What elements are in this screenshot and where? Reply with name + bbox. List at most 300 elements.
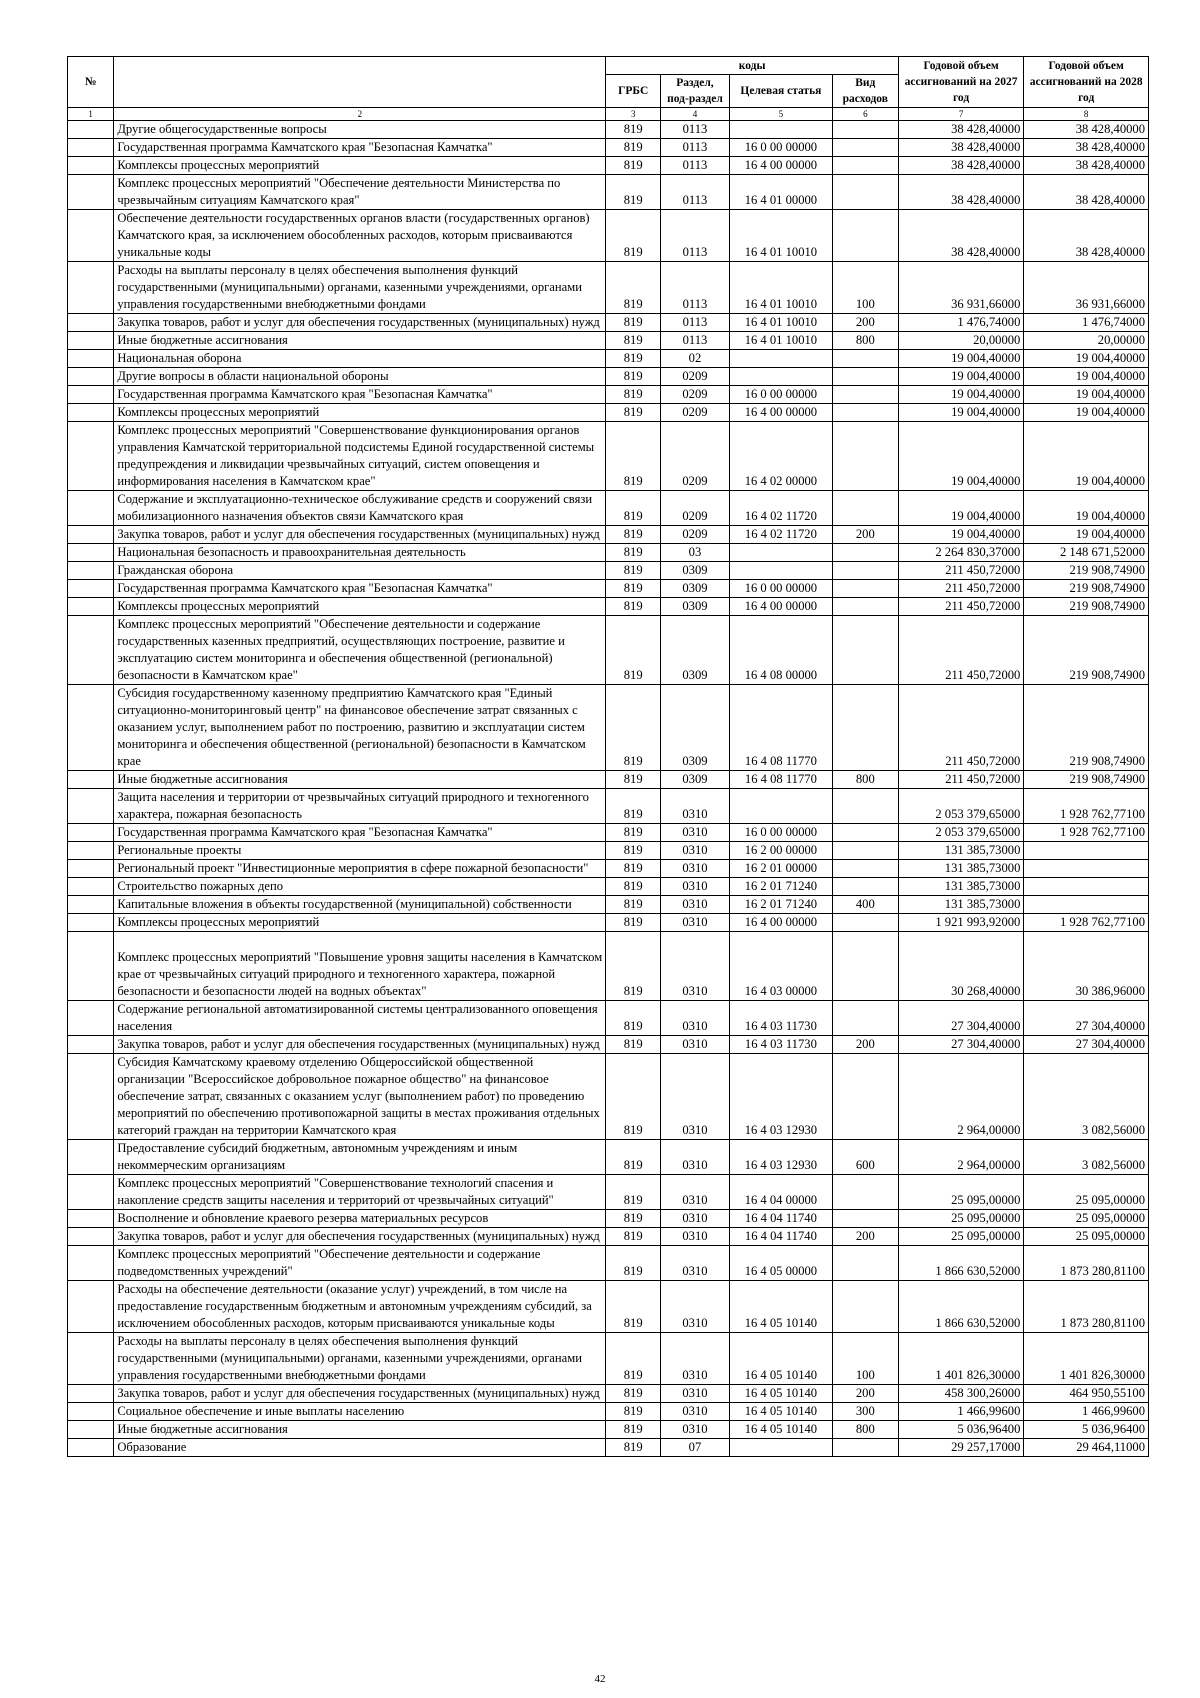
table-body [68,121,1149,1457]
cell-vid [832,932,898,1001]
cell-vid [832,598,898,616]
cell-2027: 19 004,40000 [898,368,1024,386]
cell-razdel: 0113 [660,139,729,157]
cell-name: Обеспечение деятельности государственных органов власти (государственных органов) Камчатского края, за исключением обособленных расходов, которым присваиваются уникальные коды [114,210,606,262]
cell-name: Комплексы процессных мероприятий [114,157,606,175]
cell-2027: 1 476,74000 [898,314,1024,332]
cell-2027: 211 450,72000 [898,580,1024,598]
cell-vid: 300 [832,1403,898,1421]
cell-vid: 200 [832,526,898,544]
cell-2028: 38 428,40000 [1024,121,1149,139]
cell-razdel: 0310 [660,789,729,824]
table-row [68,771,1149,789]
cell-grbs: 819 [606,175,661,210]
cell-num [68,1281,114,1333]
cell-2027: 27 304,40000 [898,1036,1024,1054]
cell-2027: 2 964,00000 [898,1140,1024,1175]
cell-celevaya [729,368,832,386]
cell-2028 [1024,842,1149,860]
cell-razdel: 0113 [660,332,729,350]
cell-celevaya: 16 4 08 11770 [729,771,832,789]
cell-2027: 19 004,40000 [898,350,1024,368]
cell-vid [832,544,898,562]
cell-num [68,1385,114,1403]
cell-vid: 800 [832,332,898,350]
header-grbs: ГРБС [606,75,661,108]
cell-celevaya: 16 4 03 12930 [729,1054,832,1140]
cell-name: Национальная оборона [114,350,606,368]
cell-vid: 200 [832,1228,898,1246]
cell-2028: 36 931,66000 [1024,262,1149,314]
table-row [68,598,1149,616]
cell-grbs: 819 [606,914,661,932]
cell-razdel: 0310 [660,914,729,932]
cell-celevaya: 16 0 00 00000 [729,139,832,157]
cell-grbs: 819 [606,314,661,332]
cell-2028 [1024,878,1149,896]
cell-razdel: 0309 [660,598,729,616]
cell-grbs: 819 [606,685,661,771]
cell-grbs: 819 [606,332,661,350]
header-celevaya: Целевая статья [729,75,832,108]
cell-2028: 464 950,55100 [1024,1385,1149,1403]
cell-2027: 131 385,73000 [898,860,1024,878]
cell-razdel: 0310 [660,878,729,896]
cell-grbs: 819 [606,860,661,878]
cell-num [68,562,114,580]
cell-name: Предоставление субсидий бюджетным, автономным учреждениям и иным некоммерческим организациям [114,1140,606,1175]
table-row [68,262,1149,314]
cell-name: Субсидия Камчатскому краевому отделению Общероссийской общественной организации "Всероссийское добровольное пожарное общество" на финансовое обеспечение затрат, связанных с оказанием услуг (выполнением работ) по проведению мероприятий по обеспечению противопожарной защиты в местах проживания отдельных категорий граждан на территории Камчатского края [114,1054,606,1140]
cell-celevaya: 16 0 00 00000 [729,824,832,842]
cell-2028: 2 148 671,52000 [1024,544,1149,562]
cell-grbs: 819 [606,1228,661,1246]
cell-celevaya: 16 4 05 10140 [729,1281,832,1333]
cell-grbs: 819 [606,526,661,544]
cell-razdel: 0309 [660,685,729,771]
cell-name: Комплекс процессных мероприятий "Совершенствование технологий спасения и накопление средств защиты населения и территорий от чрезвычайных ситуаций" [114,1175,606,1210]
cell-num [68,262,114,314]
cell-grbs: 819 [606,210,661,262]
cell-celevaya: 16 4 03 11730 [729,1036,832,1054]
table-row [68,157,1149,175]
cell-razdel: 0310 [660,1403,729,1421]
cell-2028: 19 004,40000 [1024,404,1149,422]
cell-vid [832,685,898,771]
cell-2028: 219 908,74900 [1024,685,1149,771]
cell-num [68,842,114,860]
cell-2028: 20,00000 [1024,332,1149,350]
cell-num [68,139,114,157]
cell-celevaya: 16 2 01 71240 [729,878,832,896]
cell-grbs: 819 [606,1246,661,1281]
cell-2028: 27 304,40000 [1024,1001,1149,1036]
cell-grbs: 819 [606,1385,661,1403]
cell-vid [832,878,898,896]
cell-2027: 19 004,40000 [898,404,1024,422]
cell-2028: 1 476,74000 [1024,314,1149,332]
table-row [68,121,1149,139]
cell-razdel: 0310 [660,1281,729,1333]
table-row [68,1228,1149,1246]
cell-2027: 19 004,40000 [898,386,1024,404]
cell-num [68,121,114,139]
cell-2027: 36 931,66000 [898,262,1024,314]
cell-razdel: 0310 [660,1246,729,1281]
table-row [68,1054,1149,1140]
cell-2027: 131 385,73000 [898,842,1024,860]
cell-name: Образование [114,1439,606,1457]
cell-grbs: 819 [606,1036,661,1054]
cell-2027: 38 428,40000 [898,175,1024,210]
cell-razdel: 0310 [660,1421,729,1439]
cell-vid: 600 [832,1140,898,1175]
cell-2027: 19 004,40000 [898,526,1024,544]
cell-2028: 19 004,40000 [1024,422,1149,491]
cell-celevaya: 16 0 00 00000 [729,580,832,598]
cell-2028: 3 082,56000 [1024,1140,1149,1175]
cell-celevaya: 16 4 00 00000 [729,404,832,422]
cell-vid [832,175,898,210]
cell-vid [832,1210,898,1228]
cell-2028: 25 095,00000 [1024,1228,1149,1246]
cell-num [68,580,114,598]
cell-2028: 1 928 762,77100 [1024,914,1149,932]
cell-num [68,210,114,262]
cell-razdel: 0113 [660,157,729,175]
table-row [68,350,1149,368]
cell-num [68,771,114,789]
cell-grbs: 819 [606,1001,661,1036]
cell-celevaya: 16 4 05 10140 [729,1403,832,1421]
colnum-2: 2 [114,108,606,121]
cell-celevaya: 16 4 01 10010 [729,210,832,262]
cell-razdel: 03 [660,544,729,562]
cell-2027: 1 866 630,52000 [898,1246,1024,1281]
cell-vid [832,1281,898,1333]
cell-razdel: 07 [660,1439,729,1457]
cell-name: Содержание и эксплуатационно-техническое обслуживание средств и сооружений связи мобилизационного назначения объектов связи Камчатского края [114,491,606,526]
cell-grbs: 819 [606,878,661,896]
cell-2027: 1 921 993,92000 [898,914,1024,932]
cell-2027: 211 450,72000 [898,562,1024,580]
cell-razdel: 0310 [660,860,729,878]
cell-name: Комплекс процессных мероприятий "Совершенствование функционирования органов управления Камчатской территориальной подсистемы Единой государственной системы предупреждения и ликвидации чрезвычайных ситуаций, систем оповещения и информирования населения в Камчатском крае" [114,422,606,491]
cell-num [68,175,114,210]
cell-num [68,598,114,616]
cell-2028: 29 464,11000 [1024,1439,1149,1457]
cell-num [68,544,114,562]
colnum-5: 5 [729,108,832,121]
cell-2028: 1 873 280,81100 [1024,1281,1149,1333]
cell-vid [832,404,898,422]
cell-celevaya: 16 4 04 11740 [729,1228,832,1246]
cell-vid [832,350,898,368]
header-2028: Годовой объем ассигнований на 2028 год [1024,57,1149,108]
cell-2028: 5 036,96400 [1024,1421,1149,1439]
table-row [68,1333,1149,1385]
cell-num [68,1333,114,1385]
cell-num [68,1228,114,1246]
cell-2028: 1 466,99600 [1024,1403,1149,1421]
table-row [68,685,1149,771]
cell-name: Содержание региональной автоматизированной системы централизованного оповещения населения [114,1001,606,1036]
cell-vid: 200 [832,1385,898,1403]
cell-grbs: 819 [606,598,661,616]
cell-vid [832,789,898,824]
cell-vid [832,842,898,860]
cell-name: Комплекс процессных мероприятий "Повышение уровня защиты населения в Камчатском крае от чрезвычайных ситуаций природного и техногенного характера, пожарной безопасности и безопасности людей на водных объектах" [114,932,606,1001]
cell-2027: 25 095,00000 [898,1175,1024,1210]
cell-razdel: 0310 [660,842,729,860]
cell-2027: 131 385,73000 [898,878,1024,896]
table-row [68,368,1149,386]
cell-2027: 131 385,73000 [898,896,1024,914]
cell-name: Иные бюджетные ассигнования [114,332,606,350]
cell-2028: 219 908,74900 [1024,598,1149,616]
cell-num [68,1175,114,1210]
cell-num [68,1001,114,1036]
cell-grbs: 819 [606,824,661,842]
cell-2028: 19 004,40000 [1024,491,1149,526]
cell-razdel: 0310 [660,1054,729,1140]
cell-razdel: 0113 [660,314,729,332]
table-row [68,491,1149,526]
table-row [68,1175,1149,1210]
table-row [68,878,1149,896]
cell-vid [832,1054,898,1140]
cell-razdel: 0309 [660,580,729,598]
cell-grbs: 819 [606,422,661,491]
cell-razdel: 0310 [660,824,729,842]
cell-grbs: 819 [606,368,661,386]
header-num: № [68,57,114,108]
cell-celevaya: 16 4 02 11720 [729,491,832,526]
cell-grbs: 819 [606,157,661,175]
cell-2027: 30 268,40000 [898,932,1024,1001]
cell-2027: 38 428,40000 [898,121,1024,139]
colnum-3: 3 [606,108,661,121]
cell-2027: 5 036,96400 [898,1421,1024,1439]
cell-num [68,314,114,332]
cell-grbs: 819 [606,262,661,314]
cell-name: Расходы на выплаты персоналу в целях обеспечения выполнения функций государственными (муниципальными) органами, казенными учреждениями, органами управления государственными внебюджетными фондами [114,262,606,314]
cell-2028: 25 095,00000 [1024,1210,1149,1228]
cell-celevaya: 16 4 03 11730 [729,1001,832,1036]
cell-vid: 100 [832,1333,898,1385]
table-row [68,932,1149,1001]
cell-num [68,896,114,914]
cell-razdel: 0209 [660,491,729,526]
cell-name: Государственная программа Камчатского края "Безопасная Камчатка" [114,824,606,842]
cell-2028: 38 428,40000 [1024,175,1149,210]
cell-vid [832,386,898,404]
cell-name: Строительство пожарных депо [114,878,606,896]
table-row [68,544,1149,562]
table-row [68,1421,1149,1439]
table-row [68,1246,1149,1281]
cell-grbs: 819 [606,771,661,789]
cell-vid [832,121,898,139]
cell-num [68,1140,114,1175]
cell-celevaya: 16 2 01 71240 [729,896,832,914]
cell-2028: 25 095,00000 [1024,1175,1149,1210]
cell-name: Другие вопросы в области национальной обороны [114,368,606,386]
cell-grbs: 819 [606,1140,661,1175]
table-row [68,1001,1149,1036]
cell-grbs: 819 [606,1175,661,1210]
cell-num [68,1439,114,1457]
cell-vid: 800 [832,1421,898,1439]
cell-razdel: 0310 [660,1210,729,1228]
cell-num [68,860,114,878]
cell-name: Иные бюджетные ассигнования [114,771,606,789]
cell-vid [832,824,898,842]
cell-vid [832,562,898,580]
cell-num [68,1036,114,1054]
cell-name: Закупка товаров, работ и услуг для обеспечения государственных (муниципальных) нужд [114,314,606,332]
cell-num [68,1403,114,1421]
cell-2027: 19 004,40000 [898,491,1024,526]
header-name [114,57,606,108]
cell-2027: 38 428,40000 [898,210,1024,262]
cell-name: Расходы на обеспечение деятельности (оказание услуг) учреждений, в том числе на предоставление государственным бюджетным и автономным учреждениям субсидий, за исключением обособленных расходов, которым присваиваются уникальные коды [114,1281,606,1333]
cell-razdel: 0310 [660,1228,729,1246]
cell-name: Восполнение и обновление краевого резерва материальных ресурсов [114,1210,606,1228]
cell-name: Комплекс процессных мероприятий "Обеспечение деятельности и содержание государственных казенных предприятий, осуществляющих построение, развитие и эксплуатацию систем мониторинга и обеспечения общественной (региональной) безопасности в Камчатском крае" [114,616,606,685]
table-row [68,616,1149,685]
cell-num [68,404,114,422]
cell-vid [832,210,898,262]
cell-celevaya [729,544,832,562]
colnum-4: 4 [660,108,729,121]
cell-vid [832,1175,898,1210]
cell-num [68,350,114,368]
table-row [68,386,1149,404]
cell-celevaya: 16 4 01 10010 [729,332,832,350]
cell-num [68,526,114,544]
table-row [68,1036,1149,1054]
cell-2028: 38 428,40000 [1024,210,1149,262]
cell-celevaya: 16 4 00 00000 [729,598,832,616]
cell-name: Комплексы процессных мероприятий [114,914,606,932]
cell-2027: 27 304,40000 [898,1001,1024,1036]
cell-grbs: 819 [606,121,661,139]
table-row [68,175,1149,210]
cell-celevaya [729,350,832,368]
cell-celevaya: 16 0 00 00000 [729,386,832,404]
cell-vid [832,491,898,526]
table-row [68,562,1149,580]
cell-2028: 19 004,40000 [1024,526,1149,544]
cell-2028: 19 004,40000 [1024,368,1149,386]
cell-2028: 1 928 762,77100 [1024,789,1149,824]
cell-grbs: 819 [606,896,661,914]
cell-razdel: 0310 [660,1175,729,1210]
colnum-1: 1 [68,108,114,121]
cell-celevaya: 16 4 02 00000 [729,422,832,491]
cell-razdel: 0209 [660,368,729,386]
cell-2027: 29 257,17000 [898,1439,1024,1457]
cell-razdel: 0309 [660,771,729,789]
cell-razdel: 0113 [660,210,729,262]
cell-2027: 1 866 630,52000 [898,1281,1024,1333]
table-row [68,210,1149,262]
cell-2027: 211 450,72000 [898,771,1024,789]
cell-name: Региональный проект "Инвестиционные мероприятия в сфере пожарной безопасности" [114,860,606,878]
table-row [68,1385,1149,1403]
table-row [68,422,1149,491]
cell-grbs: 819 [606,789,661,824]
header-2027: Годовой объем ассигнований на 2027 год [898,57,1024,108]
cell-celevaya: 16 4 05 00000 [729,1246,832,1281]
cell-celevaya: 16 2 00 00000 [729,842,832,860]
cell-grbs: 819 [606,386,661,404]
cell-2027: 2 053 379,65000 [898,789,1024,824]
cell-grbs: 819 [606,562,661,580]
cell-vid [832,1001,898,1036]
cell-celevaya: 16 4 05 10140 [729,1421,832,1439]
cell-2027: 20,00000 [898,332,1024,350]
cell-vid [832,860,898,878]
cell-vid [832,157,898,175]
cell-grbs: 819 [606,1281,661,1333]
cell-celevaya [729,1439,832,1457]
cell-name: Субсидия государственному казенному предприятию Камчатского края "Единый ситуационно-мониторинговый центр" на финансовое обеспечение затрат связанных с оказанием услуг, выполнением работ по построению, развитию и эксплуатации систем мониторинга и обеспечения общественной (региональной) безопасности в Камчатском крае [114,685,606,771]
cell-name: Комплекс процессных мероприятий "Обеспечение деятельности и содержание подведомственных учреждений" [114,1246,606,1281]
cell-name: Национальная безопасность и правоохранительная деятельность [114,544,606,562]
table-row [68,896,1149,914]
cell-name: Социальное обеспечение и иные выплаты населению [114,1403,606,1421]
cell-num [68,685,114,771]
cell-vid: 200 [832,314,898,332]
cell-grbs: 819 [606,1054,661,1140]
cell-num [68,422,114,491]
cell-celevaya: 16 4 02 11720 [729,526,832,544]
cell-celevaya: 16 4 03 12930 [729,1140,832,1175]
cell-2027: 1 401 826,30000 [898,1333,1024,1385]
cell-razdel: 0310 [660,896,729,914]
cell-grbs: 819 [606,404,661,422]
cell-num [68,932,114,1001]
cell-2028 [1024,896,1149,914]
cell-vid [832,580,898,598]
cell-2028: 38 428,40000 [1024,139,1149,157]
cell-celevaya: 16 4 00 00000 [729,157,832,175]
cell-2027: 211 450,72000 [898,598,1024,616]
cell-num [68,914,114,932]
cell-num [68,824,114,842]
colnum-8: 8 [1024,108,1149,121]
cell-2028: 19 004,40000 [1024,350,1149,368]
cell-name: Другие общегосударственные вопросы [114,121,606,139]
cell-num [68,1210,114,1228]
cell-2028: 38 428,40000 [1024,157,1149,175]
cell-2027: 2 264 830,37000 [898,544,1024,562]
cell-2027: 38 428,40000 [898,157,1024,175]
cell-celevaya [729,789,832,824]
cell-razdel: 0209 [660,422,729,491]
cell-vid [832,914,898,932]
cell-num [68,332,114,350]
cell-num [68,491,114,526]
cell-grbs: 819 [606,350,661,368]
cell-razdel: 0310 [660,932,729,1001]
cell-celevaya: 16 4 05 10140 [729,1385,832,1403]
cell-2027: 211 450,72000 [898,685,1024,771]
cell-2027: 25 095,00000 [898,1210,1024,1228]
cell-2027: 2 053 379,65000 [898,824,1024,842]
